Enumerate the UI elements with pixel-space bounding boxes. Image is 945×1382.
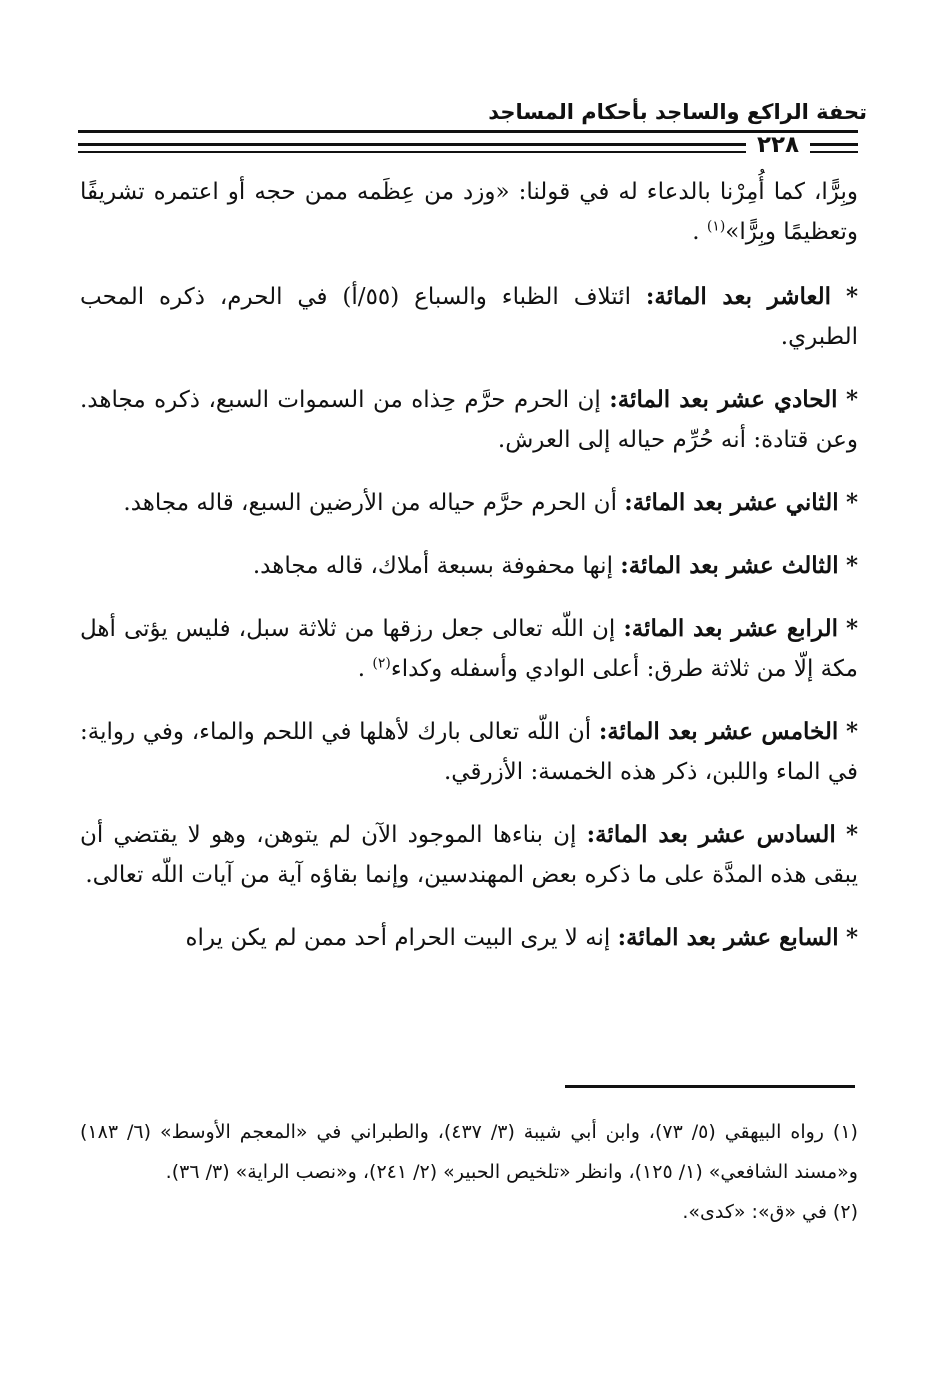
header-rule xyxy=(78,130,858,133)
paragraph-text: وبِرًّا، كما أُمِرْنا بالدعاء له في قولنا: «وزد من عِظَمه ممن حجه أو اعتمره تشريفًا وتعظيمًا وبِرًّا» xyxy=(80,179,858,245)
paragraph-text: ائتلاف الظباء والسباع (٥٥/أ) في الحرم، ذكره المحب الطبري. xyxy=(80,284,858,350)
header-double-rule-right-lower xyxy=(810,151,858,153)
paragraph xyxy=(80,918,858,958)
footnotes xyxy=(80,1112,858,1232)
paragraph-text: إن بناءها الموجود الآن لم يتوهن، وهو لا يقتضي أن يبقى هذه المدَّة على ما ذكره بعض المهندسين، وإنما بقاؤه آية من آيات اللّه تعالى. xyxy=(80,822,858,888)
footnote-2: (٢) في «ق»: «كدى». xyxy=(682,1201,858,1223)
bullet-marker: * xyxy=(845,718,858,745)
paragraph-heading: الثالث عشر بعد المائة: xyxy=(620,552,839,579)
paragraph-text: إنها محفوفة بسبعة أملاك، قاله مجاهد. xyxy=(252,553,621,579)
paragraph xyxy=(80,172,858,252)
bullet-marker: * xyxy=(845,552,858,579)
paragraph-text: إنه لا يرى البيت الحرام أحد ممن لم يكن يراه xyxy=(185,925,618,951)
paragraph xyxy=(80,546,858,586)
paragraph-heading: الخامس عشر بعد المائة: xyxy=(598,718,839,745)
header-double-rule-left-lower xyxy=(78,151,746,153)
footnote-ref: (١) xyxy=(706,218,726,235)
paragraph-text: أن اللّه تعالى بارك لأهلها في اللحم والماء، وفي رواية: في الماء واللبن، ذكر هذه الخمسة: الأزرقي. xyxy=(80,719,858,785)
bullet-marker: * xyxy=(845,924,858,951)
running-title: تحفة الراكع والساجد بأحكام المساجد xyxy=(488,100,867,124)
paragraph-heading: الرابع عشر بعد المائة: xyxy=(623,615,838,642)
bullet-marker: * xyxy=(845,489,858,516)
paragraph-heading: الثاني عشر بعد المائة: xyxy=(624,489,839,516)
footnote-1: (١) رواه البيهقي (٥/ ٧٣)، وابن أبي شيبة (٣/ ٤٣٧)، والطبراني في «المعجم الأوسط» (٦/ ١٨٣) و«مسند الشافعي» (١/ ١٢٥)، وانظر «تلخيص الحبير» (٢/ ٢٤١)، و«نصب الراية» (٣/ ٣٦). xyxy=(80,1121,858,1183)
body-text xyxy=(80,172,858,981)
bullet-marker: * xyxy=(845,821,859,848)
bullet-marker: * xyxy=(845,386,859,413)
paragraph-text: إن اللّه تعالى جعل رزقها من ثلاثة سبل، فليس يؤتى أهل مكة إلّا من ثلاثة طرق: أعلى الوادي وأسفله وكداء xyxy=(80,616,858,682)
paragraph xyxy=(80,277,858,357)
paragraph xyxy=(80,815,858,895)
paragraph xyxy=(80,712,858,792)
footnote-separator xyxy=(565,1085,855,1088)
page-number: ٢٢٨ xyxy=(756,132,800,158)
paragraph-end: . xyxy=(692,219,707,245)
header-double-rule-right-upper xyxy=(810,143,858,146)
bullet-marker: * xyxy=(845,283,858,310)
paragraph-heading: السابع عشر بعد المائة: xyxy=(617,924,839,951)
footnote-ref: (٢) xyxy=(372,655,391,672)
paragraph xyxy=(80,609,858,689)
bullet-marker: * xyxy=(845,615,859,642)
paragraph-heading: الحادي عشر بعد المائة: xyxy=(609,386,838,413)
paragraph xyxy=(80,380,858,460)
paragraph-text: أن الحرم حرَّم حياله من الأرضين السبع، قاله مجاهد. xyxy=(123,490,625,516)
paragraph-heading: العاشر بعد المائة: xyxy=(645,283,832,310)
paragraph xyxy=(80,483,858,523)
header-double-rule-left-upper xyxy=(78,143,746,146)
paragraph-text: إن الحرم حرَّم حِذاه من السموات السبع، ذكره مجاهد. وعن قتادة: أنه حُرِّم حياله إلى العرش. xyxy=(80,387,858,453)
paragraph-heading: السادس عشر بعد المائة: xyxy=(586,821,836,848)
paragraph-end: . xyxy=(357,656,373,682)
